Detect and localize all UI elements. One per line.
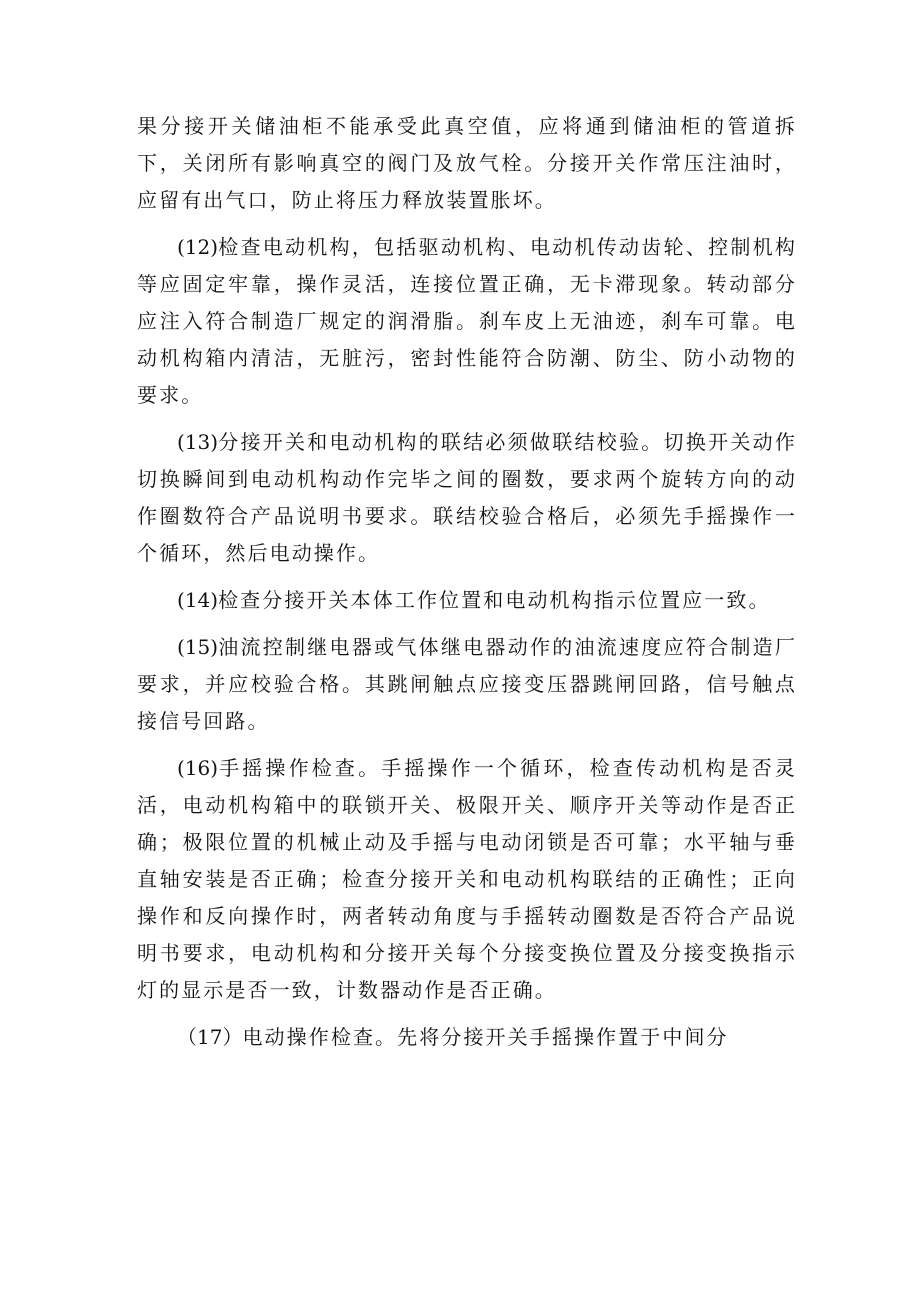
paragraph-item-17 — [137, 1019, 797, 1056]
item-number: (13) — [177, 430, 219, 454]
paragraph-text: 手摇操作检查。手摇操作一个循环，检查传动机构是否灵活，电动机构箱中的联锁开关、极限开关、顺序开关等动作是否正确；极限位置的机械止动及手摇与电动闭锁是否可靠；水平轴与垂直轴安装是否正确；检查分接开关和电动机构联结的正确性；正向操作和反向操作时，两者转动角度与手摇转动圈数是否符合产品说明书要求，电动机构和分接开关每个分接变换位置及分接变换指示灯的显示是否一致，计数器动作是否正确。 — [137, 756, 797, 1002]
item-number: (14) — [177, 588, 219, 612]
document-page — [137, 108, 797, 1066]
paragraph-continuation — [137, 108, 797, 219]
paragraph-text: 油流控制继电器或气体继电器动作的油流速度应符合制造厂要求，并应校验合格。其跳闸触点应接变压器跳闸回路，信号触点接信号回路。 — [137, 635, 797, 733]
item-number: (12) — [177, 235, 219, 259]
paragraph-text: 电动操作检查。先将分接开关手摇操作置于中间分 — [242, 1025, 729, 1049]
paragraph-text: 果分接开关储油柜不能承受此真空值，应将通到储油柜的管道拆下，关闭所有影响真空的阀门及放气栓。分接开关作常压注油时，应留有出气口，防止将压力释放装置胀坏。 — [137, 114, 797, 212]
paragraph-text: 检查分接开关本体工作位置和电动机构指示位置应一致。 — [218, 588, 771, 612]
item-number: （17） — [177, 1025, 243, 1049]
paragraph-item-16 — [137, 750, 797, 1009]
paragraph-item-13 — [137, 424, 797, 572]
paragraph-item-15 — [137, 629, 797, 740]
paragraph-text: 分接开关和电动机构的联结必须做联结校验。切换开关动作切换瞬间到电动机构动作完毕之间的圈数，要求两个旋转方向的动作圈数符合产品说明书要求。联结校验合格后，必须先手摇操作一个循环，然后电动操作。 — [137, 430, 797, 565]
item-number: (15) — [177, 635, 219, 659]
paragraph-item-12 — [137, 229, 797, 414]
item-number: (16) — [177, 756, 219, 780]
paragraph-item-14 — [137, 582, 797, 619]
paragraph-text: 检查电动机构，包括驱动机构、电动机传动齿轮、控制机构等应固定牢靠，操作灵活，连接位置正确，无卡滞现象。转动部分应注入符合制造厂规定的润滑脂。刹车皮上无油迹，刹车可靠。电动机构箱内清洁，无脏污，密封性能符合防潮、防尘、防小动物的要求。 — [137, 235, 797, 407]
